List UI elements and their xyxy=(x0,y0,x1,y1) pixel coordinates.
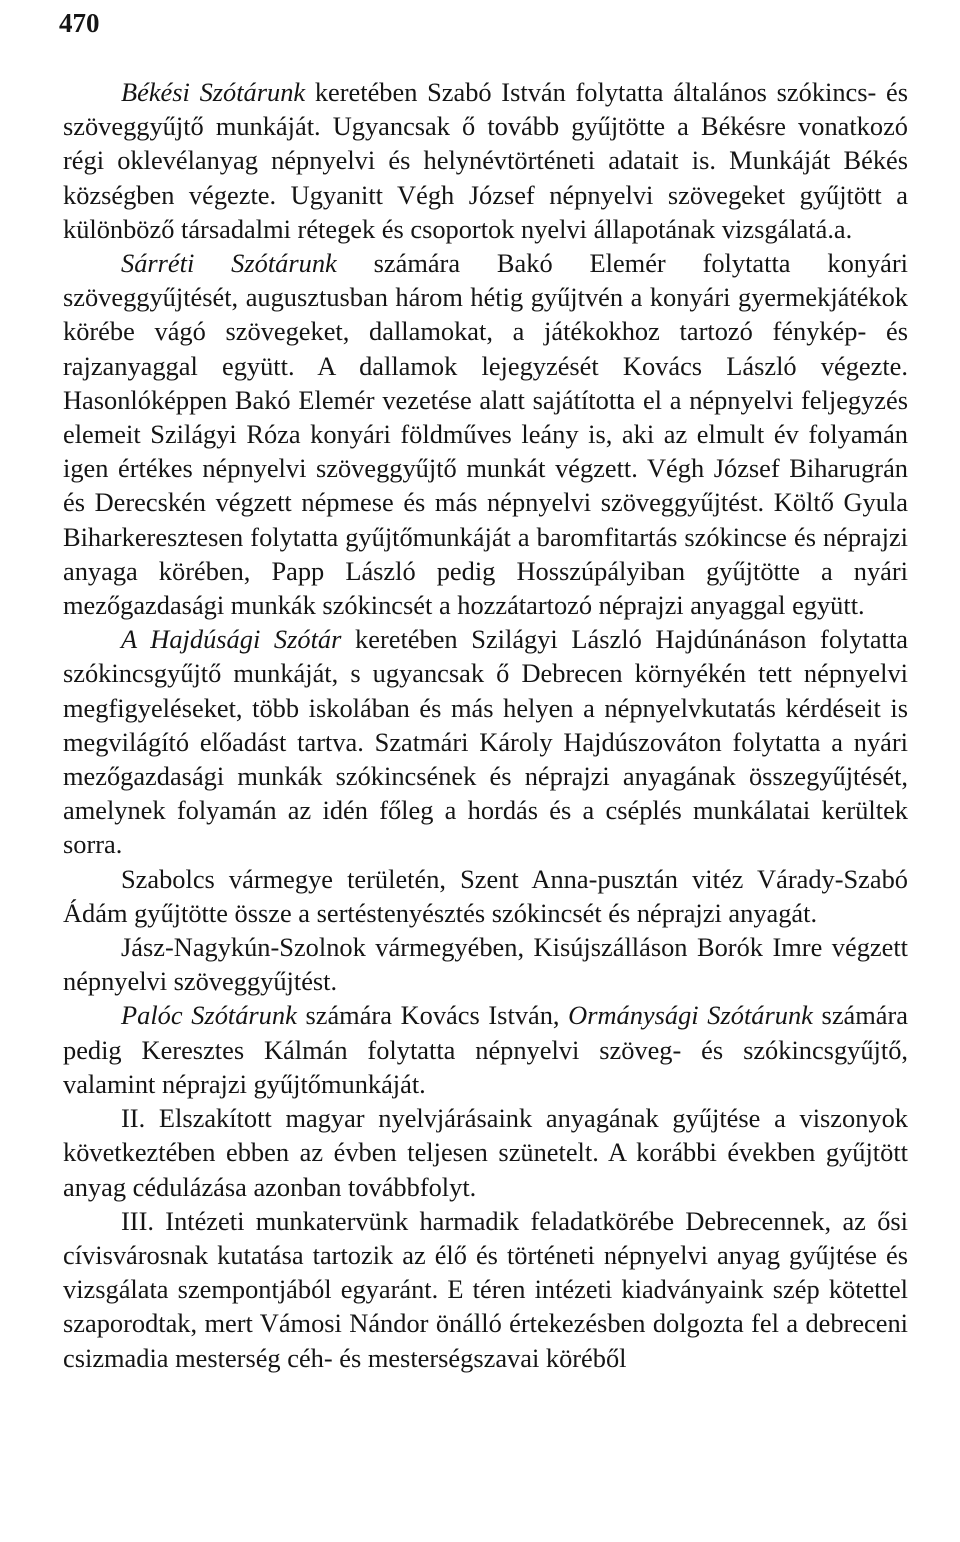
paragraph-bekesi xyxy=(63,75,908,246)
paragraph-paloc xyxy=(63,998,908,1101)
italic-title: A Hajdúsági Szótár xyxy=(121,624,342,655)
paragraph-jasz xyxy=(63,930,908,998)
text-run: keretében Szabó István folytatta általános szókincs- és szöveggyűjtő munkáját. Ugyancsak ő tovább gyűjtötte a Békésre vonatkozó régi oklevélanyag népnyelvi és helynévtörténeti adatait is. Munkáját Békés községben végezte. Ugyanitt Végh József népnyelvi szövegeket gyűjtött a különböző társadalmi rétegek és csoportok nyelvi állapotának vizsgálatá.a. xyxy=(63,77,909,244)
text-run: Jász-Nagykún-Szolnok vármegyében, Kisújszálláson Borók Imre végzett népnyelvi szöveggyűjtést. xyxy=(63,932,908,997)
text-run: keretében Szilágyi László Hajdúnánáson folytatta szókincsgyűjtő munkáját, s ugyancsak ő Debrecen környékén tett népnyelvi megfigyeléseket, több iskolában és más helyen a népnyelvkutatás kérdéseit is megvilágító előadást tartva. Szatmári Károly Hajdúszováton folytatta a nyári mezőgazdasági munkák szókincsének és néprajzi anyagának összegyűjtését, amelynek folyamán az idén főleg a hordás és a cséplés munkálatai kerültek sorra. xyxy=(63,624,908,860)
text-run: II. Elszakított magyar nyelvjárásaink anyagának gyűjtése a viszonyok következtében ebben az évben teljesen szünetelt. A korábbi években gyűjtött anyag cédulázása azonban továbbfolyt. xyxy=(63,1103,908,1202)
italic-title: Sárréti Szótárunk xyxy=(121,248,337,279)
italic-title: Békési Szótárunk xyxy=(121,77,306,107)
paragraph-hajdusagi xyxy=(63,622,908,861)
text-run: Szabolcs vármegye területén, Szent Anna-pusztán vitéz Várady-Szabó Ádám gyűjtötte össze a sertéstenyésztés szókincsét és néprajzi anyagát. xyxy=(63,863,908,928)
italic-title: Palóc Szótárunk xyxy=(121,1000,297,1031)
text-run: számára Bakó Elemér folytatta konyári szöveggyűjtését, augusztusban három hétig gyűjtvén a konyári gyermekjátékok körébe vágó szövegeket, dallamokat, a játékokhoz tartozó fénykép- és rajzanyaggal együtt. A dallamok lejegyzését Kovács László végezte. Hasonlóképpen Bakó Elemér vezetése alatt sajátította el a népnyelvi feljegyzés elemeit Szilágyi Róza konyári földműves leány is, aki az elmult év folyamán igen értékes népnyelvi szöveggyűjtő munkát végzett. Végh József Biharugrán és Derecskén végzett népmese és más népnyelvi szöveggyűjtést. Költő Gyula Biharkeresztesen folytatta gyűjtőmunkáját a baromfitartás szókincse és néprajzi anyaga körében, Papp László pedig Hosszúpályiban gyűjtötte a nyári mezőgazdasági munkák szókincsét a hozzátartozó néprajzi anyaggal együtt. xyxy=(63,248,908,621)
text-run: III. Intézeti munkatervünk harmadik feladatkörébe Debrecennek, az ősi cívisvárosnak kutatása tartozik az élő és történeti népnyelvi anyag gyűjtése és vizsgálata szempontjából egyaránt. E téren intézeti kiadványaink szép kötettel szaporodtak, mert Vámosi Nándor önálló értekezésben dolgozta fel a debreceni csizmadia mesterség céh- és mesterségszavai köréből xyxy=(63,1205,908,1373)
paragraph-sarreti xyxy=(63,246,908,622)
italic-title: Ormánysági Szótárunk xyxy=(568,1000,813,1031)
paragraph-szabolcs xyxy=(63,862,908,930)
text-run: számára Kovács István, xyxy=(296,1000,569,1031)
paragraph-section-2 xyxy=(63,1101,908,1204)
body-text xyxy=(63,75,908,1375)
text-run: számára pedig Keresztes Kálmán folytatta népnyelvi szöveg- és szókincsgyűjtő, valamint néprajzi gyűjtőmunkáját. xyxy=(63,1000,908,1099)
page-number: 470 xyxy=(59,8,100,38)
paragraph-section-3 xyxy=(63,1204,908,1375)
